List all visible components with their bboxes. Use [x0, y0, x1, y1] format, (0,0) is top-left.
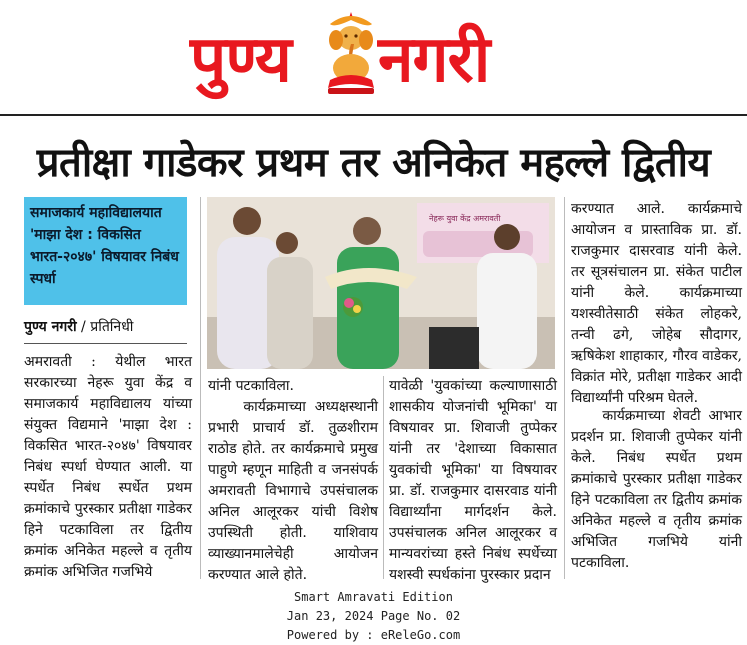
byline [24, 317, 133, 336]
article-column-2: यांनी पटकाविला. कार्यक्रमाच्या अध्यक्षस्थानी प्रभारी प्राचार्य डॉ. तुळशीराम राठोड होते. तर कार्यक्रमाचे प्रमुख पाहुणे म्हणून माहिती व जनसंपर्क अमरावती विभागाचे उपसंचालक अनिल आलूरकर यांची विशेष उपस्थिती होती. याशिवाय व्याख्यानमालेचेही आयोजन करण्यात आले होते. [208, 378, 378, 583]
column-divider-3 [564, 197, 565, 579]
article-column-4-continued: कार्यक्रमाच्या शेवटी आभार प्रदर्शन प्रा. शिवाजी तुप्पेकर यांनी केले. निबंध स्पर्धेत प्रथम क्रमांकाचे पुरस्कार प्रतीक्षा गाडेकर हिने पटकाविला तर द्वितीय क्रमांक अनिकेत महल्ले व तृतीय क्रमांक अभिजित गजभिये यांनी पटकाविला. [571, 408, 747, 571]
event-photo [207, 197, 555, 369]
masthead [0, 0, 747, 112]
article-column-1: अमरावती : येथील भारत सरकारच्या नेहरू युवा केंद्र व समाजकार्य महाविद्यालय यांच्या संयुक्त विद्यमाने 'माझा देश : विकसित भारत-२०४७' विषयावर निबंध स्पर्धा घेण्यात आली. या स्पर्धेत निबंध स्पर्धेत प्रथम क्रमांकाचे पुरस्कार प्रतीक्षा गाडेकर हिने पटकाविला तर द्वितीय क्रमांक अनिकेत महल्ले व तृतीय क्रमांक अभिजित गजभिये [24, 354, 197, 580]
headline: प्रतीक्षा गाडेकर प्रथम तर अनिकेत महल्ले द्वितीय [36, 140, 711, 186]
masthead-rule [0, 114, 747, 116]
byline-paper: पुण्य नगरी [24, 319, 77, 335]
byline-role: प्रतिनिधी [90, 319, 134, 335]
photo-banner-text: नेहरू युवा केंद्र अमरावती [429, 214, 501, 223]
masthead-title-right: नगरी [378, 23, 490, 97]
edition-footer [0, 588, 747, 645]
footer-edition: Smart Amravati Edition [294, 590, 453, 604]
footer-powered: Powered by : eReleGo.com [286, 628, 461, 642]
masthead-title-left: पुण्य [190, 23, 291, 97]
byline-rule [24, 343, 187, 344]
column-divider-2 [383, 376, 384, 579]
ganesha-icon [322, 10, 380, 96]
article-column-3: यावेळी 'युवकांच्या कल्याणासाठी शासकीय योजनांची भूमिका' या विषयावर प्रा. शिवाजी तुप्पेकर यांनी तर 'देशाच्या विकासात युवकांची भूमिका' या विषयावर प्रा. डॉ. राजकुमार दासरवाड यांनी विद्यार्थ्यांना मार्गदर्शन केले. उपसंचालक अनिल आलूरकर व मान्यवरांच्या हस्ते निबंध स्पर्धेच्या यशस्वी स्पर्धकांना पुरस्कार प्रदान [389, 378, 562, 583]
article-column-4: करण्यात आले. कार्यक्रमाचे आयोजन व प्रास्ताविक प्रा. डॉ. राजकुमार दासरवाड यांनी केले. तर सूत्रसंचालन प्रा. संकेत पाटील यांनी केले. कार्यक्रमाच्या यशस्वीतेसाठी संकेत लोहकरे, तन्वी ढगे, जोहेब सौदागर, ऋषिकेश शाहाकार, गौरव वाडेकर, विक्रांत मोरे, प्रतीक्षा गाडेकर आदी विद्यार्थ्यांनी परिश्रम घेतले. [571, 201, 747, 406]
column-divider-1 [200, 197, 201, 579]
footer-date-page: Jan 23, 2024 Page No. 02 [286, 609, 461, 623]
byline-separator: / [76, 319, 91, 335]
subheading: समाजकार्य महाविद्यालयात 'माझा देश : विकसित भारत-२०४७' विषयावर निबंध स्पर्धा [30, 205, 179, 287]
